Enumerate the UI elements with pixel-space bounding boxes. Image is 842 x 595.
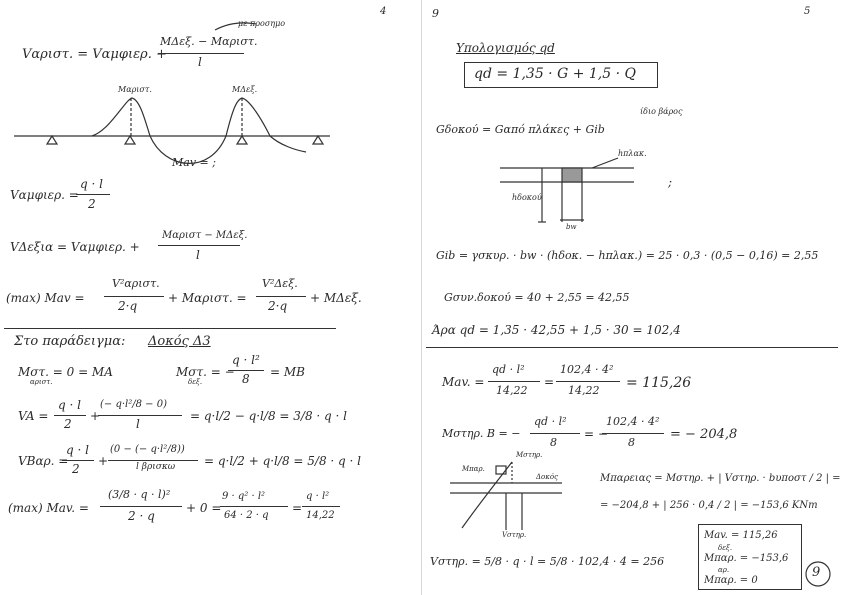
boxed-formula: qd = 1,35 · G + 1,5 · Q — [474, 66, 636, 82]
eq-max-end: + MΔεξ. — [310, 291, 362, 305]
summary-3-sup: αρ. — [718, 566, 730, 574]
circled-number: 9 — [812, 565, 821, 580]
eq-mav-n3: q · l² — [306, 491, 330, 502]
sign-annotation: με προσημο — [238, 19, 286, 28]
summary-2-sup: δεξ. — [718, 544, 733, 552]
eq-m2: Mστ. = − — [176, 365, 235, 379]
ara-eq: Άρα qd = 1,35 · 42,55 + 1,5 · 30 = 102,4 — [432, 323, 681, 337]
eq-m2-sub: δεξ. — [188, 378, 203, 386]
page-number: 5 — [804, 6, 811, 17]
eq-v-right-den: l — [196, 248, 200, 262]
eq-mav-num: (3/8 · q · l)² — [108, 488, 171, 501]
section-label-bw: bw — [566, 223, 577, 231]
eq-max-den2: 2·q — [268, 299, 288, 313]
right-notebook-page — [421, 0, 842, 595]
fraction-bar — [98, 415, 182, 416]
page-number: 4 — [380, 6, 387, 17]
summary-mav: Mav. = 115,26 — [704, 530, 778, 541]
mav-num2: 102,4 · 4² — [560, 363, 614, 376]
support-icon — [313, 136, 323, 144]
eq-va: VA = — [18, 409, 49, 423]
eq-mav-d2: 64 · 2 · q — [224, 510, 269, 521]
sketch-mpar: Mπαρ. — [462, 465, 485, 473]
eq-mav-den: 2 · q — [128, 509, 155, 523]
moment-curve — [92, 98, 306, 163]
fraction-bar — [104, 296, 164, 297]
fraction-bar — [100, 506, 182, 507]
g-note: ίδιο βάρος — [640, 107, 683, 116]
moment-left-label: Mαριστ. — [118, 85, 152, 94]
support-icon — [237, 136, 247, 144]
eq-va-t1-num: q · l — [58, 398, 81, 412]
fraction-bar — [76, 194, 110, 195]
plus-sign: + — [90, 409, 101, 423]
eq-m1-sub: αριστ. — [30, 378, 53, 386]
support-icon — [47, 136, 57, 144]
eq-max-prefix: (max) Mav = — [6, 291, 85, 305]
fraction-bar — [256, 296, 306, 297]
mst-prefix: Mστηρ. B = − — [442, 427, 521, 440]
eq-mav: (max) Mav. = — [8, 501, 89, 515]
summary-mpar-left: Mπαρ. = 0 — [704, 575, 758, 586]
mst-result: = − 204,8 — [670, 427, 738, 442]
gsum-eq: Gσυν.δοκού = 40 + 2,55 = 42,55 — [444, 291, 630, 304]
section-mark: ; — [668, 175, 673, 189]
eq-v-left-numerator: MΔεξ. − Mαριστ. — [160, 35, 258, 48]
eq-v-simple-den: 2 — [88, 197, 96, 211]
sketch-beam: Δοκός — [536, 473, 558, 481]
eq-m2-den: 8 — [242, 372, 250, 386]
eq-vb-res: = q·l/2 + q·l/8 = 5/8 · q · l — [204, 454, 361, 468]
mst-num2: 102,4 · 4² — [606, 415, 660, 428]
equals-sign: = — [292, 501, 303, 515]
eq-vb-t1-den: 2 — [72, 462, 80, 476]
annotation-arrow — [215, 23, 256, 30]
eq-va-t2-num: (− q·l²/8 − 0) — [100, 399, 167, 410]
mav-result: = 115,26 — [626, 375, 692, 391]
eq-v-right-num: Mαριστ − MΔεξ. — [162, 230, 248, 241]
equals-sign: = — [544, 375, 555, 389]
eq-va-res: = q·l/2 − q·l/8 = 3/8 · q · l — [190, 409, 347, 423]
section-label-beam: hδοκού — [512, 193, 542, 202]
eq-mav-n2: 9 · q² · l² — [222, 491, 266, 502]
page-mark: 9 — [432, 7, 439, 20]
fraction-bar — [158, 245, 240, 246]
eq-m1: Mστ. = 0 = MA — [18, 365, 113, 379]
eq-va-t1-den: 2 — [64, 417, 72, 431]
sketch-mstir: Mστηρ. — [516, 451, 543, 459]
eq-v-right: VΔεξια = Vαμφιερ. + — [10, 240, 140, 254]
equals-sign: = − — [584, 427, 608, 441]
eq-mav-d3: 14,22 — [306, 510, 335, 521]
section-beam: Δοκός Δ3 — [148, 334, 211, 349]
fraction-bar — [302, 506, 340, 507]
moment-right-label: MΔεξ. — [232, 85, 258, 94]
eq-v-simple-num: q · l — [80, 177, 103, 191]
fraction-bar — [54, 415, 86, 416]
eq-va-t2-den: l — [136, 417, 140, 431]
mav-den: 14,22 — [496, 384, 528, 397]
fraction-bar — [220, 506, 288, 507]
eq-max-mid: + Mαριστ. = — [168, 291, 247, 305]
section-label-slab: hπλακ. — [618, 149, 647, 158]
mav-den2: 14,22 — [568, 384, 600, 397]
eq-v-simple: Vαμφιερ. = — [10, 188, 79, 202]
eq-max-num1: V²αριστ. — [112, 277, 160, 290]
mav-num: qd · l² — [492, 363, 525, 376]
mst-den2: 8 — [628, 436, 635, 449]
page-circle-mark — [422, 0, 842, 595]
section-divider — [4, 328, 336, 329]
eq-max-num2: V²Δεξ. — [262, 277, 298, 290]
eq-vb-t1-num: q · l — [66, 443, 89, 457]
mpar-eq: Mπαρειας = Mστηρ. + | Vστηρ. · bυποστ / 2 | = — [600, 473, 841, 484]
support-icon — [125, 136, 135, 144]
mst-num: qd · l² — [534, 415, 567, 428]
eq-v-left: Vαριστ. = Vαμφιερ. + — [22, 47, 167, 62]
fraction-bar — [108, 460, 198, 461]
fraction-bar — [62, 460, 94, 461]
mav-eq-prefix: Mav. = — [442, 375, 485, 389]
heading: Υπολογισμός qd — [456, 41, 555, 55]
fraction-bar — [228, 370, 264, 371]
eq-vb: VBαρ. = — [18, 454, 69, 468]
plus-sign: + — [98, 454, 109, 468]
summary-mpar-right: Mπαρ. = −153,6 — [704, 553, 789, 564]
eq-vb-t2-den: l βρισκω — [136, 462, 176, 472]
moment-span-label: Mav = ; — [172, 156, 216, 169]
eq-m2-num: q · l² — [232, 353, 260, 367]
g-eq: Gδοκού = Gαπό πλάκες + Gib — [436, 123, 605, 136]
gib-eq: Gib = γσκυρ. · bw · (hδοκ. − hπλακ.) = 25 · 0,3 · (0,5 − 0,16) = 2,55 — [436, 249, 819, 262]
eq-m2-end: = MB — [270, 365, 305, 379]
eq-max-den1: 2·q — [118, 299, 138, 313]
eq-v-left-denominator: l — [198, 55, 202, 69]
mpar-eq2: = −204,8 + | 256 · 0,4 / 2 | = −153,6 KNm — [600, 500, 818, 511]
mst-den: 8 — [550, 436, 557, 449]
eq-vb-t2-num: (0 − (− q·l²/8)) — [110, 444, 185, 455]
section-title: Στο παράδειγμα: — [14, 334, 126, 349]
eq-mav-mid: + 0 = — [186, 501, 222, 515]
sketch-col: Vστηρ. — [502, 531, 527, 539]
v-eq: Vστηρ. = 5/8 · q · l = 5/8 · 102,4 · 4 = 256 — [430, 555, 665, 568]
